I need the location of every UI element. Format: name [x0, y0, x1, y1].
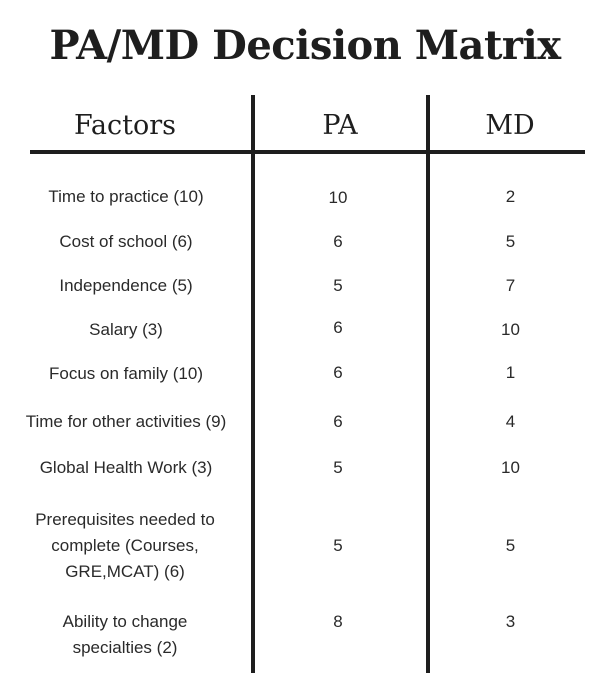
factor-cell: Ability to change specialties (2): [62, 612, 188, 657]
pa-score-cell: 6: [333, 363, 343, 382]
md-score-cell: 10: [501, 320, 520, 339]
pa-score-cell: 8: [333, 612, 343, 631]
pa-score-cell: 6: [333, 318, 343, 337]
factor-cell: Focus on family (10): [49, 364, 203, 383]
factor-cell: Salary (3): [89, 320, 163, 339]
md-score-cell: 5: [505, 232, 516, 251]
md-score-cell: 4: [505, 412, 516, 431]
pa-score-cell: 5: [333, 458, 343, 477]
md-score-cell: 1: [505, 363, 516, 382]
md-score-cell: 2: [505, 187, 516, 206]
page-title: PA/MD Decision Matrix: [49, 22, 561, 69]
pa-score-cell: 5: [333, 276, 343, 295]
column-header-md: MD: [485, 110, 535, 141]
pa-score-cell: 10: [328, 188, 348, 207]
column-header-factors: Factors: [74, 110, 176, 141]
md-score-cell: 3: [505, 612, 516, 631]
column-divider-right: [426, 95, 430, 673]
factor-cell: Independence (5): [59, 276, 193, 295]
factor-cell: Time to practice (10): [48, 187, 204, 206]
md-score-cell: 10: [501, 458, 520, 477]
md-score-cell: 5: [505, 536, 516, 555]
factor-cell: Global Health Work (3): [39, 458, 213, 477]
header-divider: [30, 150, 585, 154]
md-score-cell: 7: [505, 276, 516, 295]
pa-score-cell: 5: [333, 536, 343, 555]
pa-score-cell: 6: [333, 412, 343, 431]
factor-cell: Prerequisites needed to complete (Courses, GRE,MCAT) (6): [35, 510, 215, 581]
factor-cell: Cost of school (6): [59, 232, 193, 251]
column-header-pa: PA: [322, 110, 358, 141]
pa-score-cell: 6: [333, 232, 343, 251]
factor-cell: Time for other activities (9): [25, 412, 227, 431]
column-divider-left: [251, 95, 255, 673]
